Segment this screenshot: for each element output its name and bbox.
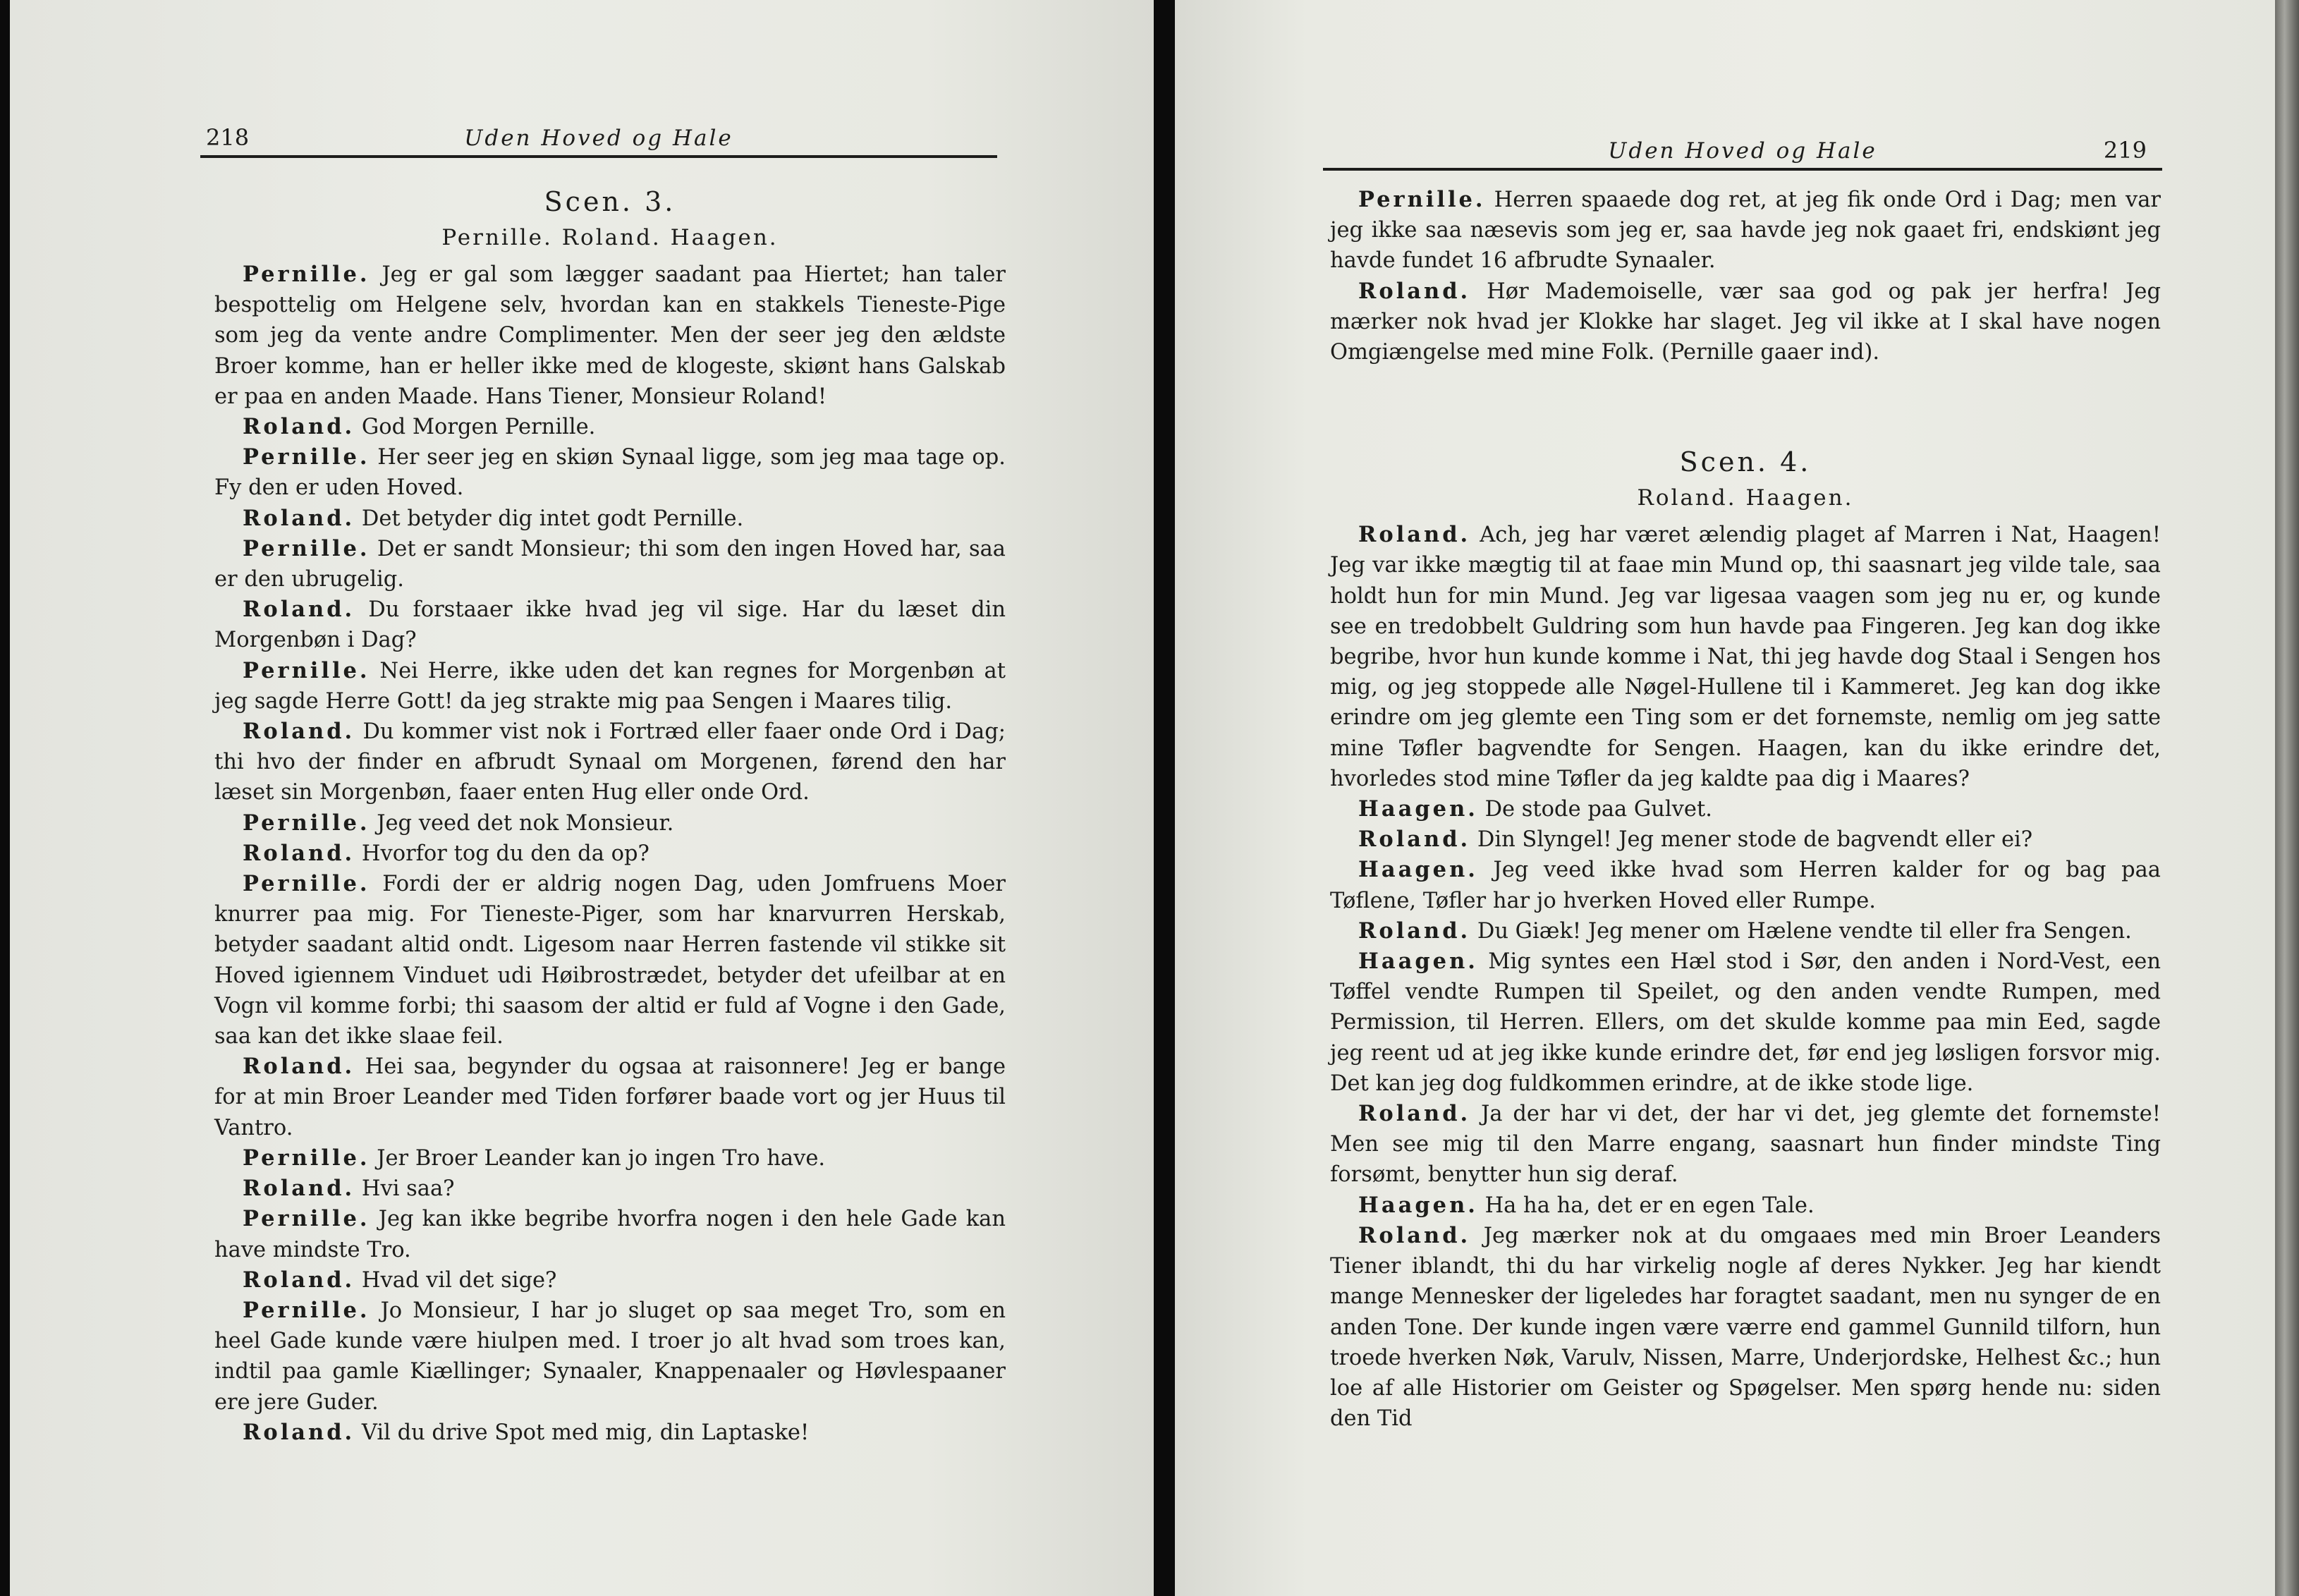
book-edge: [2275, 0, 2299, 1596]
speech-text: Du kommer vist nok i Fortræd eller faaer onde Ord i Dag; thi hvo der finder en afbrudt Synaal om Morgenen, førend den har læset sin Morgenbøn, faaer enten Hug eller onde Ord.: [214, 719, 1006, 805]
dialogue-line: [214, 442, 1006, 503]
dialogue-line: [1330, 855, 2161, 915]
speech-text: Nei Herre, ikke uden det kan regnes for Morgenbøn at jeg sagde Herre Gott! da jeg strakte mig paa Sengen i Maares tilig.: [214, 658, 1006, 714]
speech-text: Vil du drive Spot med mig, din Laptaske!: [361, 1420, 810, 1445]
dialogue-line: [214, 260, 1006, 412]
speech-text: Herren spaaede dog ret, at jeg fik onde Ord i Dag; men var jeg ikke saa næsevis som jeg er, saa havde jeg nok gaaet fri, endskiønt jeg havde fundet 16 afbrudte Synaaler.: [1330, 188, 2161, 274]
speech-text: God Morgen Pernille.: [361, 415, 596, 440]
dialogue-line: [214, 504, 1006, 534]
dialogue-line: [1330, 946, 2161, 1099]
dialogue-line: [214, 1418, 1006, 1448]
speech-text: Jo Monsieur, I har jo sluget op saa meget Tro, som en heel Gade kunde være hiulpen med. I troer jo alt hvad som troes kan, indtil paa gamle Kiællinger; Synaaler, Knappenaaler og Høvlespaaner ere jere Guder.: [214, 1298, 1006, 1415]
dialogue-line: [214, 1204, 1006, 1265]
speaker-name: Pernille.: [243, 1297, 370, 1323]
dialogue-line: [214, 1143, 1006, 1174]
speech-text: Mig syntes een Hæl stod i Sør, den anden i Nord-Vest, een Tøffel vendte Rumpen til Speilet, og den anden vendte Rumpen, med Permission, til Herren. Ellers, om det skulde komme paa min Eed, sagde jeg reent ud at jeg ikke kunde erindre det, før end jeg løsligen forsvor mig. Det kan jeg dog fuldkommen erindre, at de ikke stode lige.: [1330, 949, 2161, 1096]
speaker-name: Haagen.: [1358, 1192, 1478, 1218]
speech-text: Jeg er gal som lægger saadant paa Hiertet; han taler bespottelig om Helgene selv, hvordan kan en stakkels Tieneste-Pige som jeg da vente andre Complimenter. Men der seer jeg den ældste Broer komme, han er heller ikke med de klogeste, skiønt hans Galskab er paa en anden Maade. Hans Tiener, Monsieur Roland!: [214, 262, 1006, 409]
running-title: Uden Hoved og Hale: [1608, 138, 1877, 164]
speech-text: Jeg kan ikke begribe hvorfra nogen i den hele Gade kan have mindste Tro.: [214, 1207, 1006, 1262]
dialogue-line: [214, 717, 1006, 808]
speech-text: Hvad vil det sige?: [361, 1267, 557, 1293]
speaker-name: Pernille.: [243, 535, 370, 561]
speaker-name: Pernille.: [243, 810, 370, 836]
left-page-header: [200, 118, 997, 158]
speech-text: Ja der har vi det, der har vi det, jeg glemte det fornemste! Men see mig til den Marre engang, saasnart hun finder mindste Ting forsømt, benytter hun sig deraf.: [1330, 1102, 2161, 1188]
dialogue-line: [1330, 794, 2161, 824]
dialogue-line: [214, 1296, 1006, 1418]
page-number: 219: [2103, 137, 2147, 164]
dialogue-line: [214, 595, 1006, 655]
speech-text: Jeg mærker nok at du omgaaes med min Broer Leanders Tiener iblandt, thi du har virkelig nogle af deres Nykker. Jeg har kiendt mange Mennesker der ligeledes har foragtet saadant, men nu synger de en anden Tone. Der kunde ingen være værre end gammel Gunnild tilforn, hun troede hverken Nøk, Varulv, Nissen, Marre, Underjordske, Helhest &c.; hun loe af alle Historier om Geister og Spøgelser. Men spørg hende nu: siden den Tid: [1330, 1223, 2161, 1432]
speech-text: Ha ha ha, det er en egen Tale.: [1484, 1193, 1815, 1218]
dialogue-line: [1330, 824, 2161, 855]
dialogue-line: [1330, 1190, 2161, 1221]
speaker-name: Pernille.: [243, 657, 370, 683]
dialogue-line: [214, 534, 1006, 595]
speech-text: Jeg veed det nok Monsieur.: [377, 810, 674, 836]
speech-text: Jer Broer Leander kan jo ingen Tro have.: [377, 1145, 826, 1171]
speech-text: Det er sandt Monsieur; thi som den ingen Hoved har, saa er den ubrugelig.: [214, 536, 1006, 592]
speaker-name: Roland.: [1358, 918, 1471, 944]
dialogue-line: [1330, 185, 2161, 276]
scene-characters: Pernille. Roland. Haagen.: [441, 225, 779, 250]
speaker-name: Pernille.: [1358, 187, 1486, 212]
dialogue: [214, 260, 1006, 1448]
speech-text: Det betyder dig intet godt Pernille.: [361, 506, 744, 531]
speaker-name: Roland.: [243, 719, 355, 745]
speaker-name: Roland.: [243, 414, 355, 440]
scene-title: Scen. 4.: [1679, 446, 1812, 478]
scene-title: Scen. 3.: [544, 186, 676, 217]
left-page-body: [214, 183, 1006, 1448]
dialogue-line: [214, 1174, 1006, 1204]
speech-text: Hvi saa?: [361, 1176, 455, 1202]
speaker-name: Roland.: [243, 1267, 355, 1293]
dialogue: [1330, 185, 2161, 367]
right-page-body: [1330, 185, 2161, 1434]
speaker-name: Roland.: [1358, 278, 1471, 304]
speech-text: Fordi der er aldrig nogen Dag, uden Jomfruens Moer knurrer paa mig. For Tieneste-Piger, som har knarvurren Herskab, betyder saadant altid ondt. Ligesom naar Herren fastende vil stikke sit Hoved igiennem Vinduet udi Høibrostrædet, betyder det ufeilbar at en Vogn vil komme forbi; thi saasom der altid er fuld af Vogne i den Gade, saa kan det ikke slaae feil.: [214, 872, 1006, 1049]
page-number: 218: [206, 124, 250, 151]
speech-text: Her seer jeg en skiøn Synaal ligge, som jeg maa tage op. Fy den er uden Hoved.: [214, 445, 1006, 501]
speaker-name: Haagen.: [1358, 949, 1478, 975]
speaker-name: Roland.: [243, 1419, 355, 1445]
speaker-name: Roland.: [243, 597, 355, 623]
dialogue-line: [214, 869, 1006, 1052]
dialogue-line: [214, 412, 1006, 442]
dialogue-line: [214, 839, 1006, 869]
speech-text: Hør Mademoiselle, vær saa god og pak jer herfra! Jeg mærker nok hvad jer Klokke har slaget. Jeg vil ikke at I skal have nogen Omgiængelse med mine Folk. (Pernille gaaer ind).: [1330, 279, 2161, 365]
speaker-name: Roland.: [243, 1176, 355, 1202]
dialogue-line: [1330, 520, 2161, 794]
dialogue-line: [1330, 916, 2161, 946]
speaker-name: Pernille.: [243, 1206, 370, 1232]
speech-text: De stode paa Gulvet.: [1484, 797, 1712, 822]
dialogue-line: [1330, 1221, 2161, 1434]
running-title: Uden Hoved og Hale: [464, 126, 733, 151]
speech-text: Du forstaaer ikke hvad jeg vil sige. Har du læset din Morgenbøn i Dag?: [214, 597, 1006, 653]
speaker-name: Roland.: [243, 1054, 355, 1080]
speaker-name: Roland.: [1358, 1222, 1471, 1248]
speaker-name: Pernille.: [243, 871, 370, 897]
dialogue-line: [214, 1265, 1006, 1296]
dialogue-line: [1330, 276, 2161, 368]
speaker-name: Haagen.: [1358, 857, 1478, 883]
speech-text: Hvorfor tog du den da op?: [361, 841, 650, 866]
speaker-name: Pernille.: [243, 262, 370, 287]
speech-text: Hei saa, begynder du ogsaa at raisonnere! Jeg er bange for at min Broer Leander med Tiden forfører baade vort og jer Huus til Vantro.: [214, 1054, 1006, 1140]
scene-characters: Roland. Haagen.: [1637, 485, 1854, 511]
speech-text: Din Slyngel! Jeg mener stode de bagvendt eller ei?: [1477, 827, 2033, 853]
speaker-name: Roland.: [1358, 522, 1471, 548]
speaker-name: Roland.: [243, 840, 355, 866]
speech-text: Du Giæk! Jeg mener om Hælene vendte til eller fra Sengen.: [1477, 918, 2132, 944]
speaker-name: Pernille.: [243, 444, 370, 470]
speaker-name: Roland.: [1358, 1101, 1471, 1127]
speaker-name: Roland.: [1358, 827, 1471, 853]
speech-text: Ach, jeg har været ælendig plaget af Marren i Nat, Haagen! Jeg var ikke mægtig til at faae min Mund op, thi saasnart jeg vilde tale, saa holdt hun for min Mund. Jeg var ligesaa vaagen som jeg nu er, og kunde see en tredobbelt Guldring som hun havde paa Fingeren. Jeg kan dog ikke begribe, hvor hun kunde komme i Nat, thi jeg havde dog Staal i Sengen hos mig, og jeg stoppede alle Nøgel-Hullene til i Kammeret. Jeg kan dog ikke erindre om jeg glemte een Ting som er det fornemste, nemlig om jeg satte mine Tøfler bagvendte for Sengen. Haagen, kan du ikke erindre det, hvorledes stod mine Tøfler da jeg kaldte paa dig i Maares?: [1330, 523, 2161, 791]
dialogue-line: [214, 808, 1006, 839]
dialogue: [1330, 520, 2161, 1434]
dialogue-line: [214, 1052, 1006, 1143]
speaker-name: Roland.: [243, 505, 355, 531]
right-page-header: [1323, 131, 2162, 171]
dialogue-line: [1330, 1099, 2161, 1190]
right-page: [1175, 0, 2275, 1596]
speaker-name: Pernille.: [243, 1145, 370, 1171]
speech-text: Jeg veed ikke hvad som Herren kalder for og bag paa Tøflene, Tøfler har jo hverken Hoved eller Rumpe.: [1330, 858, 2161, 913]
speaker-name: Haagen.: [1358, 796, 1478, 822]
left-page: [10, 0, 1154, 1596]
dialogue-line: [214, 656, 1006, 717]
